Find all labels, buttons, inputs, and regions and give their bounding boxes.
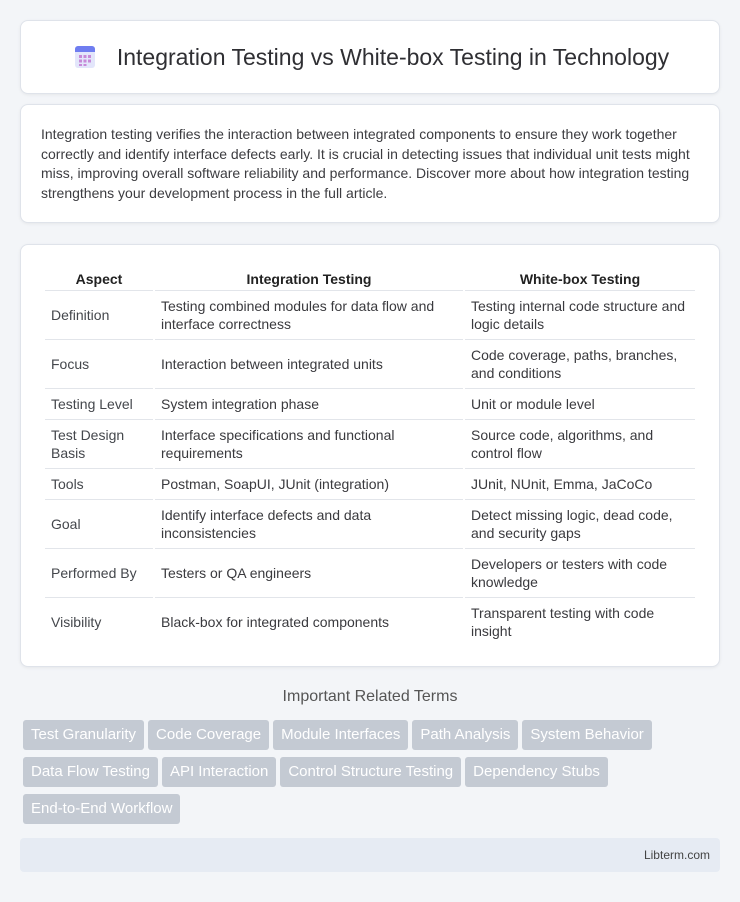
column-header-aspect: Aspect — [75, 271, 123, 287]
row-whitebox: Detect missing logic, dead code, and security gaps — [465, 499, 695, 548]
document-grid-icon — [71, 43, 99, 71]
footer — [20, 838, 720, 872]
intro-card — [20, 104, 720, 223]
related-term-tag[interactable]: Data Flow Testing — [23, 757, 158, 787]
intro-text: Integration testing verifies the interaction between integrated components to ensure they work together correctly and identify interface defects early. It is crucial in detecting issues that individual unit tests might miss, improving overall software reliability and performance. Discover more about how integration testing strengthens your development process in the full article. — [41, 126, 690, 201]
related-term-tag[interactable]: Control Structure Testing — [280, 757, 461, 787]
related-term-tag[interactable]: Code Coverage — [148, 720, 269, 750]
table-header-row — [45, 265, 695, 290]
row-aspect: Focus — [45, 339, 153, 388]
title-card — [20, 20, 720, 94]
row-aspect: Definition — [45, 290, 153, 339]
footer-site-link[interactable]: Libterm.com — [643, 848, 710, 862]
row-aspect: Tools — [45, 468, 153, 499]
row-integration: Postman, SoapUI, JUnit (integration) — [155, 468, 463, 499]
table-row — [45, 499, 695, 548]
row-aspect: Test Design Basis — [45, 419, 153, 468]
page-title: Integration Testing vs White-box Testing in Technology — [116, 43, 670, 70]
row-whitebox: Developers or testers with code knowledge — [465, 548, 695, 597]
table-row — [45, 290, 695, 339]
related-term-tag[interactable]: Dependency Stubs — [465, 757, 608, 787]
table-row — [45, 468, 695, 499]
related-term-tag[interactable]: Path Analysis — [412, 720, 518, 750]
related-term-tag[interactable]: Test Granularity — [23, 720, 144, 750]
row-whitebox: Testing internal code structure and logic details — [465, 290, 695, 339]
row-integration: Black-box for integrated components — [155, 597, 463, 646]
row-integration: System integration phase — [155, 388, 463, 419]
table-row — [45, 548, 695, 597]
related-term-tag[interactable]: API Interaction — [162, 757, 276, 787]
row-whitebox: Source code, algorithms, and control flow — [465, 419, 695, 468]
row-whitebox: JUnit, NUnit, Emma, JaCoCo — [465, 468, 695, 499]
related-term-tag[interactable]: End-to-End Workflow — [23, 794, 180, 824]
related-terms-list — [23, 720, 723, 831]
related-term-tag[interactable]: System Behavior — [522, 720, 651, 750]
comparison-table — [43, 265, 697, 646]
row-whitebox: Transparent testing with code insight — [465, 597, 695, 646]
table-row — [45, 419, 695, 468]
row-integration: Interface specifications and functional requirements — [155, 419, 463, 468]
related-terms-title: Important Related Terms — [282, 688, 458, 705]
table-row — [45, 597, 695, 646]
row-aspect: Visibility — [45, 597, 153, 646]
table-row — [45, 339, 695, 388]
table-row — [45, 388, 695, 419]
column-header-integration: Integration Testing — [246, 271, 372, 287]
row-integration: Interaction between integrated units — [155, 339, 463, 388]
row-aspect: Goal — [45, 499, 153, 548]
row-integration: Identify interface defects and data inconsistencies — [155, 499, 463, 548]
row-aspect: Performed By — [45, 548, 153, 597]
row-whitebox: Code coverage, paths, branches, and conditions — [465, 339, 695, 388]
row-whitebox: Unit or module level — [465, 388, 695, 419]
row-integration: Testers or QA engineers — [155, 548, 463, 597]
related-term-tag[interactable]: Module Interfaces — [273, 720, 408, 750]
comparison-table-card — [20, 244, 720, 667]
row-aspect: Testing Level — [45, 388, 153, 419]
column-header-whitebox: White-box Testing — [519, 271, 641, 287]
row-integration: Testing combined modules for data flow and interface correctness — [155, 290, 463, 339]
